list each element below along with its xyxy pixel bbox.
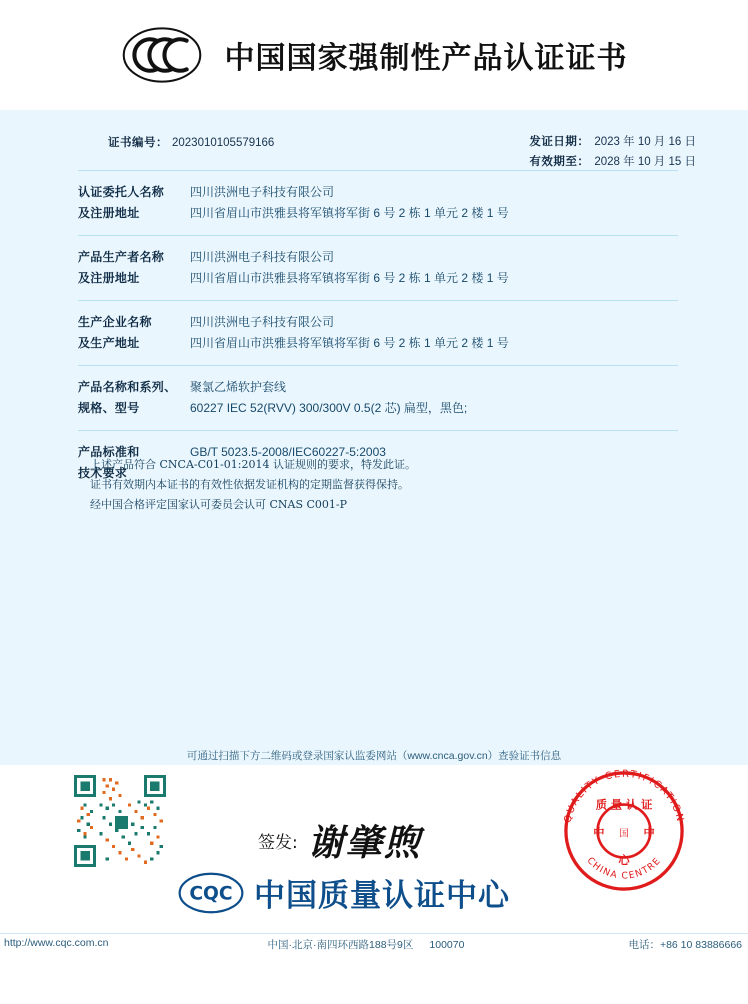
footer-phone: 电话：+86 10 83886666	[628, 939, 742, 951]
issue-date-label: 发证日期：	[529, 134, 590, 148]
svg-text:中: 中	[643, 826, 655, 840]
cqc-logo-row	[178, 870, 510, 915]
row-label-line1: 生产企业名称	[78, 315, 152, 329]
address-zip: 100070	[429, 939, 465, 951]
ccc-mark-icon	[121, 26, 203, 84]
row-value	[190, 312, 678, 354]
row-label-line1: 认证委托人名称	[78, 185, 165, 199]
row-label-line1: 产品生产者名称	[78, 250, 165, 264]
row-label-line2: 技术要求	[78, 466, 128, 480]
certificate-number-label: 证书编号：	[108, 135, 168, 149]
statement-line-1: 上述产品符合 CNCA-C01-01:2014 认证规则的要求，特发此证。	[90, 458, 416, 471]
issue-date-row	[529, 132, 696, 152]
row-value-line2: 60227 IEC 52(RVV) 300/300V 0.5(2 芯) 扁型，黑色;	[190, 401, 468, 415]
svg-text:CQC: CQC	[189, 883, 233, 905]
page-title: 中国国家强制性产品认证证书	[224, 41, 628, 76]
row-label-line2: 规格、型号	[78, 401, 140, 415]
verification-note: 可通过扫描下方二维码或登录国家认监委网站（www.cnca.gov.cn）查验证书信息	[186, 750, 562, 762]
table-row	[78, 365, 678, 430]
website-link[interactable]: http://www.cqc.com.cn	[4, 937, 109, 949]
row-label-line1: 产品名称和系列、	[78, 380, 177, 394]
row-value-line2: 四川省眉山市洪雅县将军镇将军街 6 号 2 栋 1 单元 2 楼 1 号	[190, 206, 509, 220]
certificate-header	[0, 0, 748, 110]
row-value-line1: 聚氯乙烯软护套线	[190, 380, 287, 394]
svg-text:心: 心	[618, 854, 630, 867]
row-value	[190, 377, 678, 419]
valid-until-label: 有效期至：	[529, 154, 590, 168]
cqc-name: 中国质量认证中心	[254, 878, 510, 914]
row-value-line1: 四川洪洲电子科技有限公司	[190, 315, 335, 329]
signature-name: 谢肇煦	[307, 822, 422, 864]
row-label	[78, 182, 190, 224]
row-value	[190, 182, 678, 224]
table-row	[78, 300, 678, 365]
svg-text:质 量 认 证: 质 量 认 证	[595, 798, 653, 812]
statement-line-2: 证书有效期内本证书的有效性依据发证机构的定期监督获得保持。	[90, 478, 409, 491]
row-value-line1: 四川洪洲电子科技有限公司	[190, 185, 335, 199]
svg-text:CHINA: CHINA CENTRE	[584, 855, 664, 882]
svg-text:中: 中	[593, 826, 605, 840]
footer-divider	[0, 933, 748, 934]
row-label-line2: 及注册地址	[78, 271, 140, 285]
svg-text:QUALITY CERTIFICATION: QUALITY CERTIFICATION	[562, 768, 686, 824]
row-label-line1: 产品标准和	[78, 445, 140, 459]
certificate-field-rows	[78, 170, 678, 480]
row-label	[78, 312, 190, 354]
certificate-body	[0, 110, 748, 760]
signature-block	[258, 815, 422, 866]
statement-line-3: 经中国合格评定国家认可委员会认可 CNAS C001-P	[90, 498, 348, 511]
certificate-statement	[90, 455, 670, 515]
table-row	[78, 235, 678, 300]
row-value-line1: GB/T 5023.5-2008/IEC60227-5:2003	[190, 445, 386, 459]
row-label	[78, 247, 190, 289]
address-text: 中国·北京·南四环西路188号9区	[267, 939, 414, 951]
certificate-dates	[529, 132, 696, 172]
signature-label: 签发:	[258, 833, 298, 853]
certificate-number-value: 2023010105579166	[172, 137, 275, 149]
certificate-footer	[0, 765, 748, 1004]
svg-text:国: 国	[619, 828, 629, 840]
official-seal-icon	[558, 765, 690, 897]
certificate-number	[108, 134, 274, 150]
row-value-line2: 四川省眉山市洪雅县将军镇将军街 6 号 2 栋 1 单元 2 楼 1 号	[190, 336, 509, 350]
table-row	[78, 170, 678, 235]
row-value-line2: 四川省眉山市洪雅县将军镇将军街 6 号 2 栋 1 单元 2 楼 1 号	[190, 271, 509, 285]
cqc-logo-icon	[178, 872, 244, 914]
valid-until-row	[529, 152, 696, 172]
row-value-line1: 四川洪洲电子科技有限公司	[190, 250, 335, 264]
valid-until-value: 2028 年 10 月 15 日	[594, 156, 696, 168]
row-label-line2: 及注册地址	[78, 206, 140, 220]
qr-code-icon[interactable]	[74, 775, 166, 867]
row-label	[78, 377, 190, 419]
row-label-line2: 及生产地址	[78, 336, 140, 350]
issue-date-value: 2023 年 10 月 16 日	[594, 136, 696, 148]
row-value	[190, 247, 678, 289]
footer-contact-bar	[0, 937, 748, 963]
